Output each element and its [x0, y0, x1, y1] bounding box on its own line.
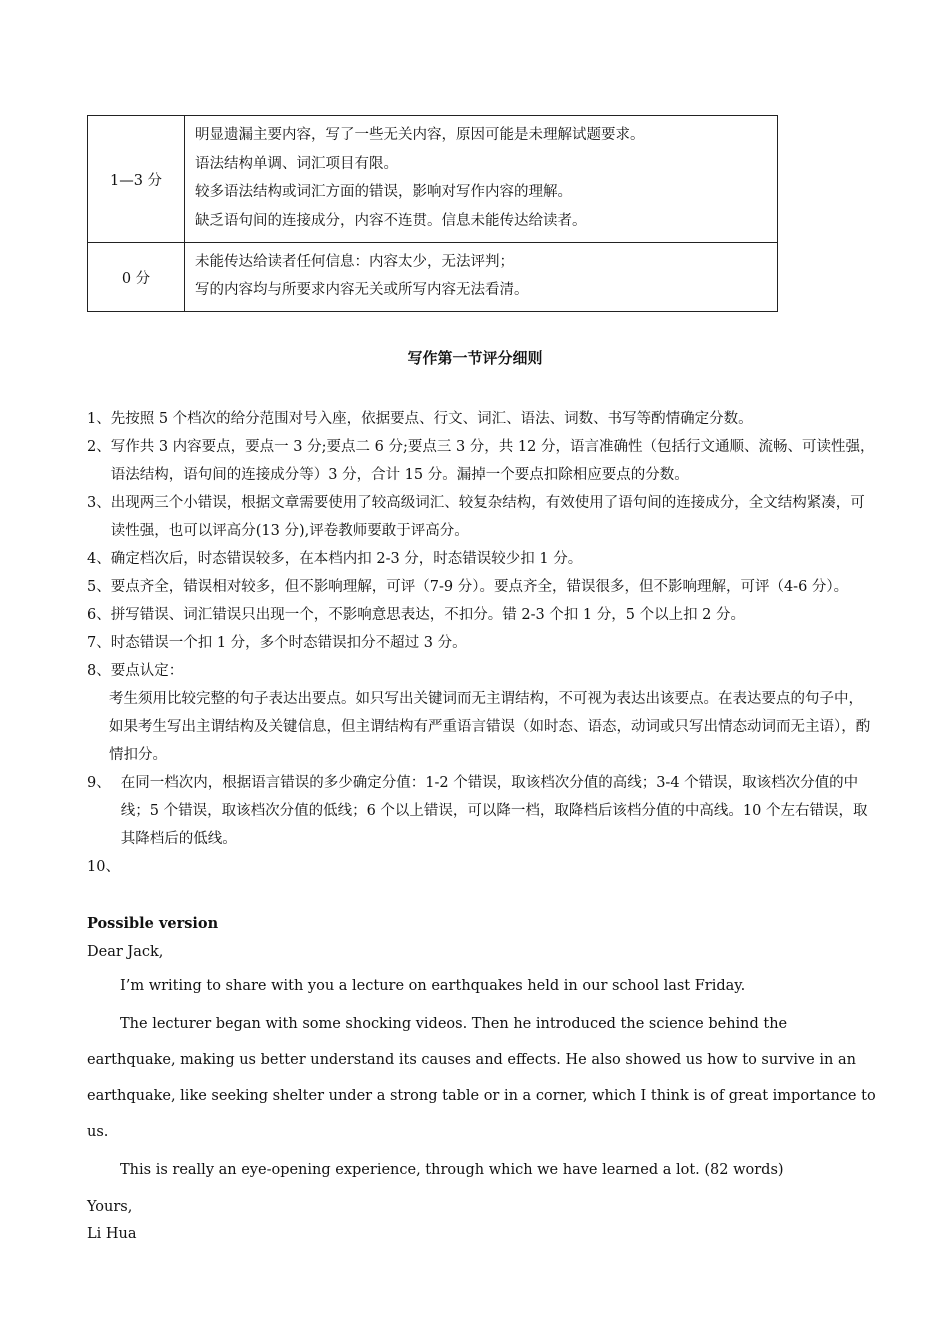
rule-text: 在同一档次内，根据语言错误的多少确定分值：1-2 个错误，取该档次分值的高线；3-4 个错误，取该档次分值的中线；5 个错误，取该档次分值的低线；6 个以上错误，可以降一档，取降档后该档分值的中高线。10 个左右错误，取其降档后的低线。 — [120, 775, 868, 847]
table-row — [88, 116, 778, 243]
list-item — [87, 685, 877, 769]
rule-number: 2、 — [87, 439, 111, 455]
section-title: 写作第一节评分细则 — [407, 349, 543, 367]
rule-text: 先按照 5 个档次的给分范围对号入座，依据要点、行文、词汇、语法、词数、书写等酌情确定分数。 — [110, 411, 753, 427]
rule-text: 拼写错误、词汇错误只出现一个，不影响意思表达，不扣分。错 2-3 个扣 1 分，5 个以上扣 2 分。 — [110, 607, 746, 623]
list-item — [87, 489, 877, 545]
list-item — [87, 769, 877, 853]
rule-number: 1、 — [87, 411, 111, 427]
rule-text: 要点齐全，错误相对较多，但不影响理解，可评（7-9 分）。要点齐全，错误很多，但不影响理解，可评（4-6 分）。 — [110, 579, 849, 595]
rule-text: 时态错误一个扣 1 分，多个时态错误扣分不超过 3 分。 — [110, 635, 467, 651]
list-item — [87, 853, 877, 881]
description-cell — [185, 243, 778, 312]
list-item — [87, 657, 877, 685]
rules-list — [87, 405, 877, 881]
list-item — [87, 433, 877, 489]
rule-text: 出现两三个小错误，根据文章需要使用了较高级词汇、较复杂结构，有效使用了语句间的连接成分，全文结构紧凑，可读性强，也可以评高分(13 分),评卷教师要敢于评高分。 — [110, 495, 865, 539]
description-line: 语法结构单调、词汇项目有限。 — [195, 155, 398, 172]
sample-letter — [87, 910, 877, 1248]
rule-text: 确定档次后，时态错误较多，在本档内扣 2-3 分，时态错误较少扣 1 分。 — [110, 551, 583, 567]
list-item — [87, 405, 877, 433]
letter-signature: Li Hua — [87, 1226, 137, 1242]
rule-text — [120, 853, 877, 881]
rule-number: 10、 — [87, 859, 120, 875]
grade-cell: 1—3 分 — [88, 116, 185, 243]
letter-closing: Yours, — [87, 1199, 133, 1215]
letter-paragraph: I’m writing to share with you a lecture on earthquakes held in our school last Friday. — [120, 978, 746, 994]
rule-text: 要点认定： — [110, 663, 184, 679]
description-line: 写的内容均与所要求内容无关或所写内容无法看清。 — [195, 282, 529, 298]
list-item — [87, 629, 877, 657]
rule-number: 6、 — [87, 607, 111, 623]
rule-text: 考生须用比较完整的句子表达出要点。如只写出关键词而无主谓结构，不可视为表达出该要点。在表达要点的句子中，如果考生写出主谓结构及关键信息，但主谓结构有严重语言错误（如时态、语态，动词或只写出情态动词而无主语），酌情扣分。 — [109, 691, 871, 763]
table-row — [88, 243, 778, 312]
rule-number: 4、 — [87, 551, 111, 567]
rule-text: 写作共 3 内容要点，要点一 3 分;要点二 6 分;要点三 3 分，共 12 分，语言准确性（包括行文通顺、流畅、可读性强，语法结构，语句间的连接成分等）3 分，合计 15 分。漏掉一个要点扣除相应要点的分数。 — [110, 439, 875, 483]
rule-number: 7、 — [87, 635, 111, 651]
rule-number: 5、 — [87, 579, 111, 595]
list-item — [87, 601, 877, 629]
letter-heading: Possible version — [87, 915, 219, 932]
letter-greeting: Dear Jack, — [87, 944, 164, 960]
description-line: 缺乏语句间的连接成分，内容不连贯。信息未能传达给读者。 — [195, 212, 587, 229]
list-item — [87, 545, 877, 573]
description-line: 明显遗漏主要内容，写了一些无关内容，原因可能是未理解试题要求。 — [195, 127, 645, 143]
description-line: 未能传达给读者任何信息：内容太少，无法评判； — [195, 253, 514, 270]
description-line: 较多语法结构或词汇方面的错误，影响对写作内容的理解。 — [195, 184, 572, 200]
rule-number: 9、 — [87, 775, 111, 791]
list-item — [87, 573, 877, 601]
letter-paragraph: The lecturer began with some shocking videos. Then he introduced the science behind the earthquake, making us better understand its causes and effects. He also showed us how to survive in an earthquake, like seeking shelter under a strong table or in a corner, which I think is of great importance to us. — [87, 1016, 876, 1140]
grade-cell: 0 分 — [88, 243, 185, 312]
letter-paragraph: This is really an eye-opening experience, through which we have learned a lot. (82 words) — [120, 1162, 784, 1178]
scoring-table — [87, 115, 778, 312]
description-cell — [185, 116, 778, 243]
rule-number: 8、 — [87, 663, 111, 679]
rule-number: 3、 — [87, 495, 111, 511]
